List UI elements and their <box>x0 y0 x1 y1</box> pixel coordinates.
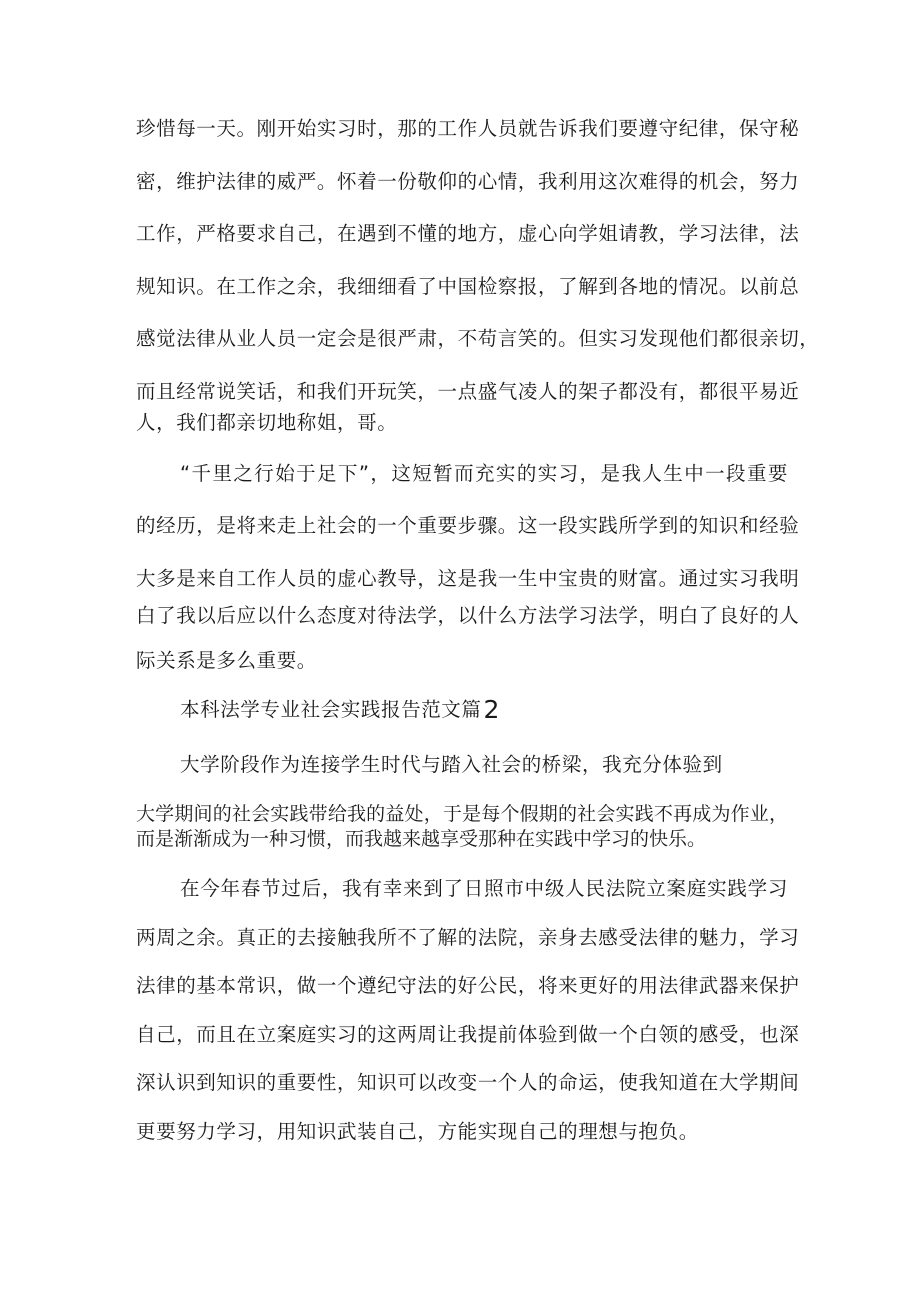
paragraph-1-line-2: 密，维护法律的威严。怀着一份敬仰的心情，我利用这次难得的机会，努力 <box>136 170 800 193</box>
paragraph-4-line-2: 两周之余。真正的去接触我所不了解的法院，亲身去感受法律的魅力，学习 <box>136 926 800 949</box>
section-heading-text: 本科法学专业社会实践报告范文篇 <box>180 698 482 721</box>
paragraph-2-line-1: “千里之行始于足下”，这短暂而充实的实习，是我人生中一段重要 <box>180 462 788 485</box>
paragraph-2-line-5: 际关系是多么重要。 <box>136 649 317 672</box>
paragraph-2-line-4: 白了我以后应以什么态度对待法学，以什么方法学习法学，明白了良好的人 <box>136 604 800 627</box>
paragraph-4-line-5: 深认识到知识的重要性，知识可以改变一个人的命运，使我知道在大学期间 <box>136 1071 800 1094</box>
paragraph-2-line-3: 大多是来自工作人员的虚心教导，这是我一生中宝贵的财富。通过实习我明 <box>136 567 800 590</box>
paragraph-1-line-1: 珍惜每一天。刚开始实习时，那的工作人员就告诉我们要遵守纪律，保守秘 <box>136 117 800 140</box>
paragraph-3-line-1: 大学阶段作为连接学生时代与踏入社会的桥梁，我充分体验到 <box>180 753 723 776</box>
paragraph-1-line-3: 工作，严格要求自己，在遇到不懂的地方，虚心向学姐请教，学习法律，法 <box>136 222 800 245</box>
section-heading-number: 2 <box>483 695 501 724</box>
paragraph-4-line-3: 法律的基本常识，做一个遵纪守法的好公民，将来更好的用法律武器来保护 <box>136 974 800 997</box>
paragraph-4-line-4: 自己，而且在立案庭实习的这两周让我提前体验到做一个白领的感受，也深 <box>136 1023 800 1046</box>
paragraph-1-line-4: 规知识。在工作之余，我细细看了中国检察报，了解到各地的情况。以前总 <box>136 275 800 298</box>
paragraph-4-line-1: 在今年春节过后，我有幸来到了日照市中级人民法院立案庭实践学习 <box>180 877 788 900</box>
paragraph-1-line-5: 感觉法律从业人员一定会是很严肃，不苟言笑的。但实习发现他们都很亲切， <box>136 327 820 350</box>
paragraph-2-line-2: 的经历，是将来走上社会的一个重要步骤。这一段实践所学到的知识和经验 <box>136 514 800 537</box>
paragraph-3-line-3: 而是渐渐成为一种习惯，而我越来越享受那种在实践中学习的快乐。 <box>136 828 707 850</box>
paragraph-3-line-2: 大学期间的社会实践带给我的益处，于是每个假期的社会实践不再成为作业， <box>136 803 788 825</box>
paragraph-4-line-6: 更要努力学习，用知识武装自己，方能实现自己的理想与抱负。 <box>136 1120 699 1143</box>
paragraph-1-line-7: 人，我们都亲切地称姐，哥。 <box>136 411 398 434</box>
section-heading <box>180 697 500 723</box>
paragraph-1-line-6: 而且经常说笑话，和我们开玩笑，一点盛气凌人的架子都没有，都很平易近 <box>136 380 800 403</box>
